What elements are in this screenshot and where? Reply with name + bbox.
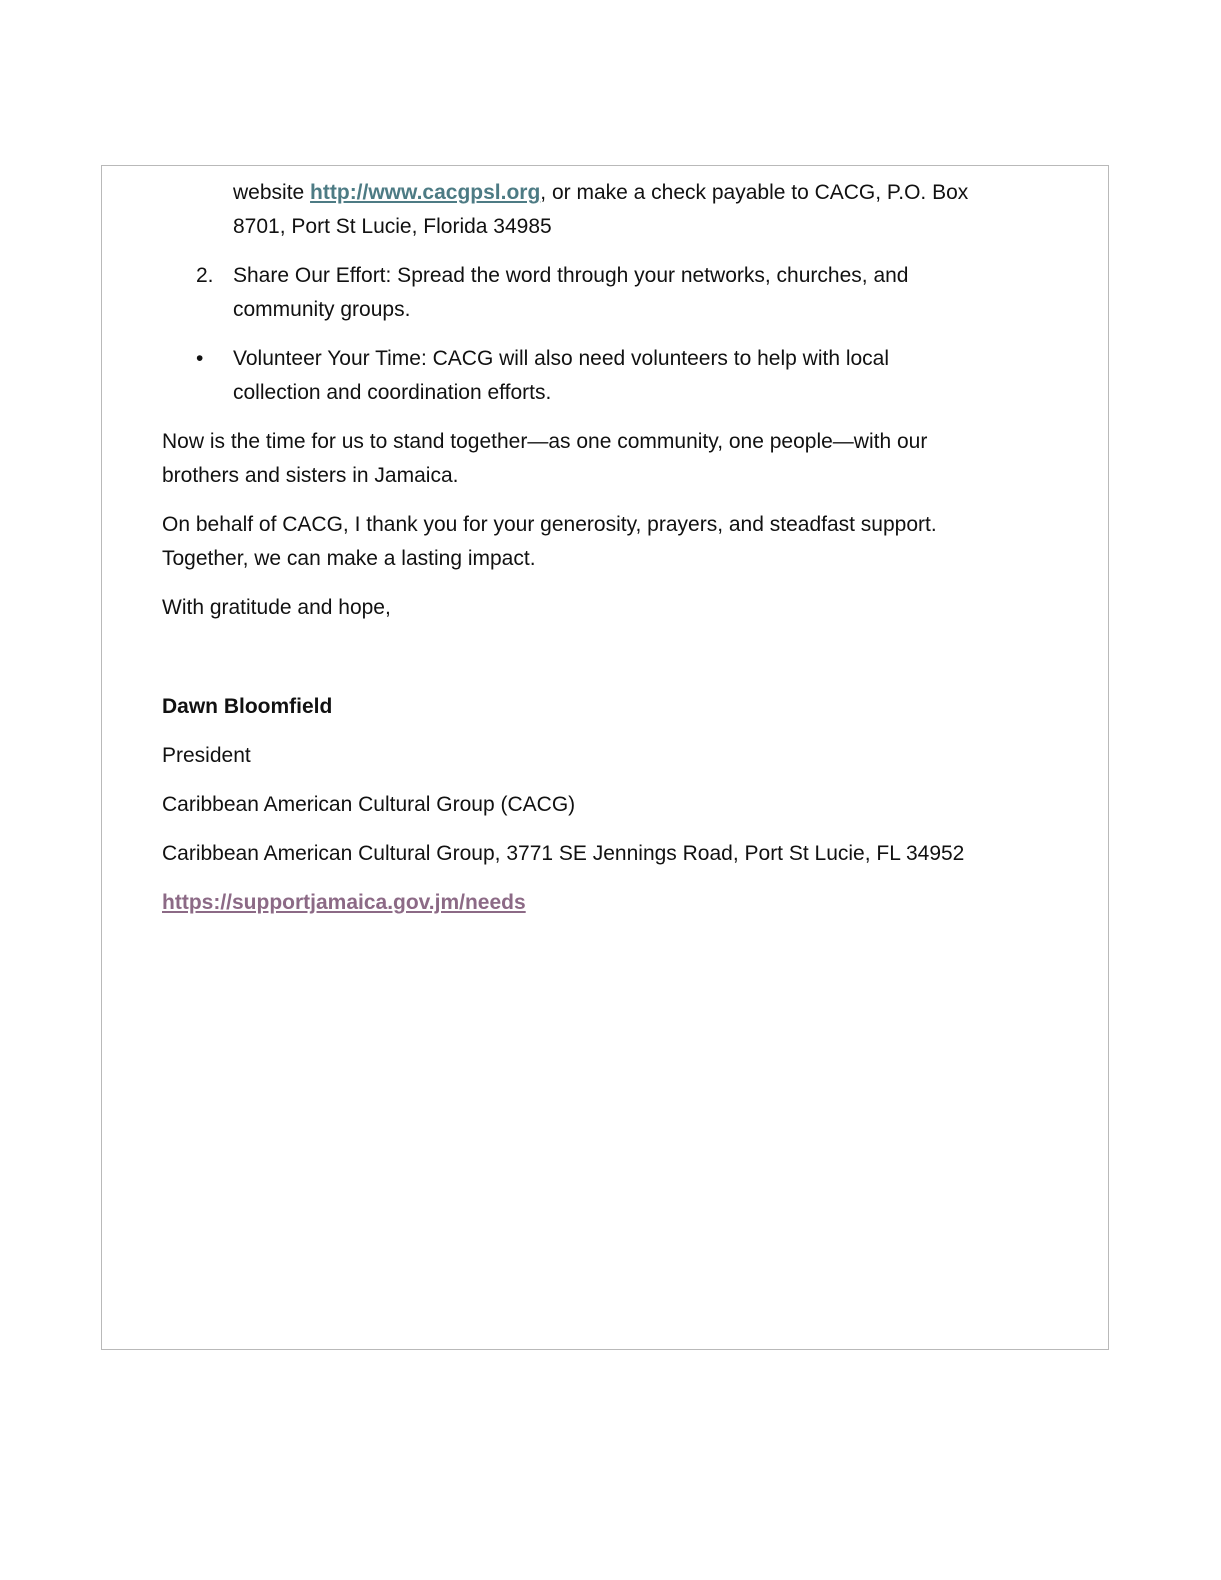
- letter-body: [162, 176, 1062, 920]
- list-item-line: [233, 176, 1062, 210]
- share-effort-line2: community groups.: [233, 298, 411, 321]
- paragraph-thanks: [162, 508, 1062, 576]
- organization-address: Caribbean American Cultural Group, 3771 SE Jennings Road, Port St Lucie, FL 34952: [162, 842, 965, 865]
- paragraph-line: Now is the time for us to stand together—as one community, one people—with our: [162, 430, 928, 453]
- signer-title: President: [162, 744, 251, 767]
- paragraph-stand-together: [162, 425, 1062, 493]
- list-item-volunteer: [162, 342, 1062, 410]
- share-effort-line1: Share Our Effort: Spread the word through your networks, churches, and: [233, 264, 909, 287]
- paragraph-line: brothers and sisters in Jamaica.: [162, 464, 459, 487]
- closing-salutation: With gratitude and hope,: [162, 596, 391, 619]
- paragraph-line: Together, we can make a lasting impact.: [162, 547, 536, 570]
- volunteer-line1: Volunteer Your Time: CACG will also need volunteers to help with local: [233, 347, 890, 370]
- volunteer-line2: collection and coordination efforts.: [233, 381, 552, 404]
- donate-text-suffix: , or make a check payable to CACG, P.O. Box: [540, 181, 969, 204]
- signer-organization: Caribbean American Cultural Group (CACG): [162, 793, 576, 816]
- signer-name: Dawn Bloomfield: [162, 695, 333, 718]
- donate-address: 8701, Port St Lucie, Florida 34985: [233, 215, 552, 238]
- bullet-icon: •: [196, 347, 204, 370]
- support-jamaica-link[interactable]: https://supportjamaica.gov.jm/needs: [162, 891, 526, 914]
- paragraph-line: On behalf of CACG, I thank you for your generosity, prayers, and steadfast support.: [162, 513, 937, 536]
- list-item-share-effort: [162, 259, 1062, 327]
- list-number: 2.: [196, 264, 214, 287]
- list-item-donate-continued: [162, 176, 1062, 244]
- cacg-website-link[interactable]: http://www.cacgpsl.org: [310, 181, 541, 204]
- donate-text-prefix: website: [233, 181, 311, 204]
